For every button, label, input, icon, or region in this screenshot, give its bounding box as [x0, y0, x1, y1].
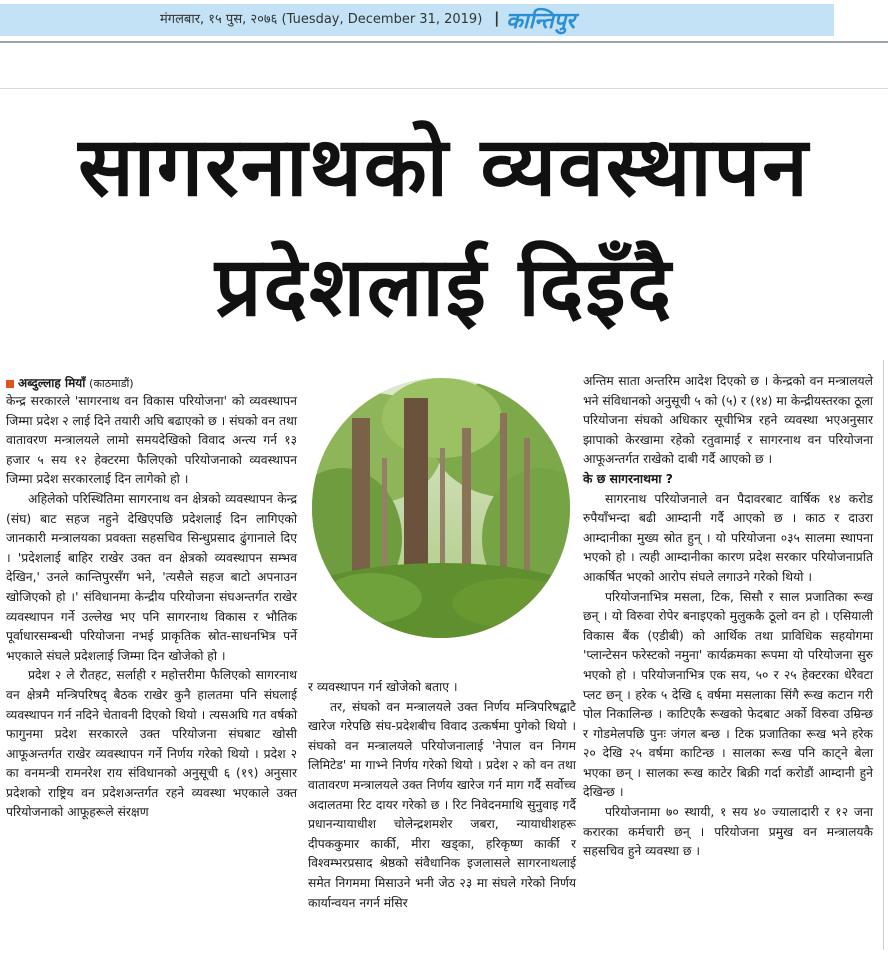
newspaper-logo: कान्तिपुर: [506, 9, 576, 34]
subheading: के छ सागरनाथमा ?: [583, 471, 673, 486]
article-column-2: [308, 678, 576, 913]
paragraph: परियोजनाभित्र मसला, टिक, सिसौ र साल प्रजातिका रूख छन् । यो विरुवा रोपेर बनाइएको मुलुककै ठूलो वन हो । एसियाली विकास बैंक (एडीबी) को आर्थिक तथा प्राविधिक सहयोगमा 'प्लान्टेसन फरेस्टको नमुना' कार्यक्रमका रूपमा यो परियोजना सुरु भएको हो । परियोजनाभित्र एक सय, ५० र २५ हेक्टरका धेरैवटा प्लट छन् । हरेक ५ देखि ६ वर्षमा मसलाका सिंगै रूख कटान गरी पोल निकालिन्छ । काटिएकै रूखको फेदबाट अर्को विरुवा उम्रिन्छ र गोडमेलपछि पुनः जंगल बन्छ । टिक प्रजातिका रूख भने हरेक २० देखि २५ वर्षमा काटिन्छ । सालका रूख पनि काट्ने बेला भएका छन् । सालका रूख काटेर बिक्री गर्दा करोडौं आम्दानी हुने देखिन्छ ।: [583, 589, 873, 800]
byline-marker-icon: [6, 380, 14, 388]
paragraph: केन्द्र सरकारले 'सागरनाथ वन विकास परियोजना' को व्यवस्थापन जिम्मा प्रदेश २ लाई दिने तयारी अघि बढाएको छ । संघको वन तथा वातावरण मन्त्रालयले लामो समयदेखिको विवाद अन्त्य गर्न १३ हजार ५ सय १२ हेक्टरमा फैलिएको परियोजनाको व्यवस्थापन जिम्मा प्रदेश सरकारलाई दिन लागेको हो ।: [6, 394, 297, 487]
paragraph: र व्यवस्थापन गर्न खोजेको बताए ।: [308, 680, 458, 694]
paragraph: सागरनाथ परियोजनाले वन पैदावरबाट वार्षिक १४ करोड रुपैयाँभन्दा बढी आम्दानी गर्दै आएको छ । काठ र दाउरा आम्दानीका मुख्य स्रोत हुन् । यो परियोजना ०३५ सालमा स्थापना भएको हो । त्यही आम्दानीका कारण प्रदेश सरकार परियोजनाप्रति आकर्षित भएको आरोप संघले लगाउने गरेको थियो ।: [583, 491, 873, 584]
header-divider: [0, 88, 888, 89]
forest-image-icon: [312, 378, 570, 638]
issue-date: मंगलबार, १५ पुस, २०७६ (Tuesday, December 31, 2019): [160, 12, 483, 27]
author-location: (काठमाडौं): [89, 377, 134, 390]
paragraph: प्रदेश २ ले रौतहट, सर्लाही र महोत्तरीमा फैलिएको सागरनाथ वन क्षेत्रमै मन्त्रिपरिषद् बैठक राखेर कुनै हालतमा पनि संघलाई व्यवस्थापन गर्न नदिने चेतावनी दिएको थियो । त्यसअघि गत वर्षको फागुनमा प्रदेश सरकारले उक्त परियोजना संघबाट खोसी आफूअन्तर्गत राखेर व्यवस्थापन गर्ने निर्णय गरेको थियो । प्रदेश २ का वनमन्त्री रामनरेश राय संविधानको अनुसूची ६ (१९) अनुसार प्रदेशको राष्ट्रिय वन प्रदेशअन्तर्गत रहने व्यवस्था भएकाले उक्त परियोजनाको आफूहरूले संरक्षण: [6, 668, 297, 820]
headline-line-1: सागरनाथको व्यवस्थापन: [78, 120, 810, 215]
paragraph: अहिलेको परिस्थितिमा सागरनाथ वन क्षेत्रको व्यवस्थापन केन्द्र (संघ) बाट सहज नहुने देखिएपछि प्रदेशलाई दिन लागिएको जानकारी मन्त्रालयका प्रवक्ता सहसचिव सिन्धुप्रसाद ढुंगानाले दिए । 'प्रदेशलाई बाहिर राखेर उक्त वन क्षेत्रको व्यवस्थापन सम्भव देखिन,' उनले कान्तिपुरसँग भने, 'त्यसैले सहज बाटो अपनाउन खोजिएको हो ।' संविधानमा केन्द्रीय परियोजना संघअन्तर्गत राखेर व्यवस्थापन गर्ने उल्लेख भए पनि सागरनाथ विकास र भौतिक पूर्वाधारसम्बन्धी परियोजना नभई प्राकृतिक स्रोत-साधनभित्र पर्ने भएकाले संघले प्रदेशलाई जिम्मा दिन खोजेको हो ।: [6, 491, 297, 663]
headline-line-2: प्रदेशलाई दिइँदै: [214, 240, 674, 335]
byline: [6, 374, 134, 391]
author-name: अब्दुल्लाह मियाँ: [18, 376, 86, 390]
paragraph: अन्तिम साता अन्तरिम आदेश दिएको छ । केन्द्रको वन मन्त्रालयले भने संविधानको अनुसूची ५ को (५) र (१४) मा केन्द्रीयस्तरका ठूला परियोजना संघको अधिकार सूचीभित्र रहने व्यवस्था भएअनुसार झापाको केरखामा रहेको रतुवामाई र सागरनाथ वन परियोजना आफूअन्तर्गत राखेको दाबी गर्दै आएको छ ।: [583, 374, 873, 467]
forest-photo: [312, 378, 570, 638]
masthead: [0, 0, 888, 40]
page-edge-rule: [883, 360, 884, 950]
paragraph: तर, संघको वन मन्त्रालयले उक्त निर्णय मन्त्रिपरिषद्बाटै खारेज गरेपछि संघ-प्रदेशबीच विवाद उत्कर्षमा पुगेको थियो । संघको वन मन्त्रालयले परियोजनालाई 'नेपाल वन निगम लिमिटेड' मा गाभ्ने निर्णय गरेको थियो । प्रदेश २ को वन तथा वातावरण मन्त्रालयले उक्त निर्णय खारेज गर्न माग गर्दै सर्वोच्च अदालतमा रिट दायर गरेको छ । रिट निवेदनमाथि सुनुवाइ गर्दै प्रधानन्यायाधीश चोलेन्द्रशमशेर जबरा, न्यायाधीशहरू दीपककुमार कार्की, मीरा खड्का, हरिकृष्ण कार्की र विश्वम्भरप्रसाद श्रेष्ठको संवैधानिक इजलासले सागरनाथलाई समेत निगममा मिसाउने भनी जेठ २३ मा संघले गरेको निर्णय कार्यान्वयन नगर्न मंसिर: [308, 699, 576, 910]
paragraph: परियोजनामा ७० स्थायी, १ सय ४० ज्यालादारी र १२ जना करारका कर्मचारी छन् । परियोजना प्रमुख वन मन्त्रालयकै सहसचिव हुने व्यवस्था छ ।: [583, 805, 873, 859]
article-column-1: [6, 392, 297, 823]
masthead-separator: |: [494, 9, 500, 27]
article-column-3: [583, 372, 873, 862]
masthead-rule: [0, 41, 888, 43]
